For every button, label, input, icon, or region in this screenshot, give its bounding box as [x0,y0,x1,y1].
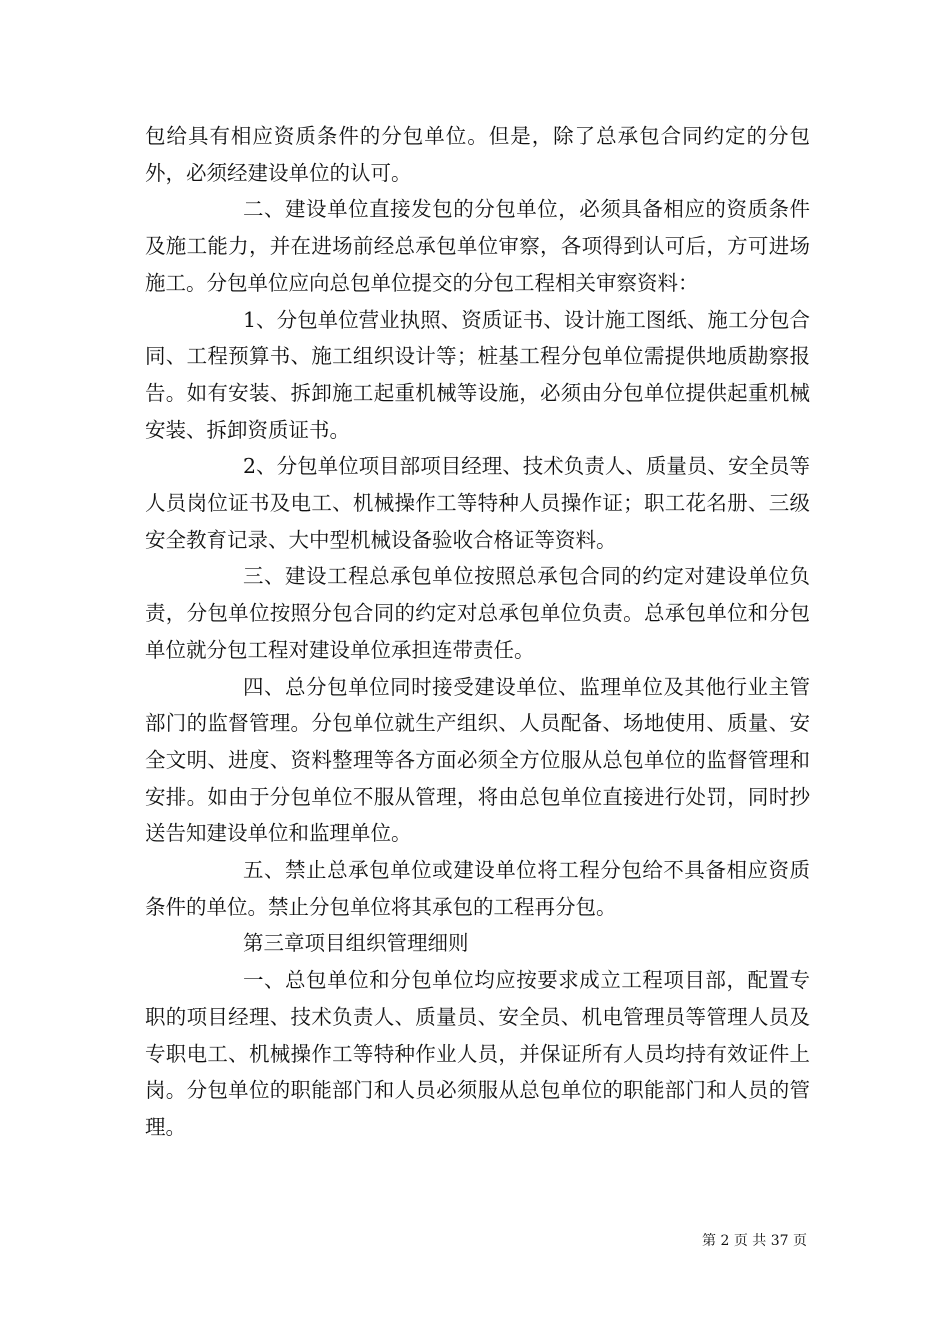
paragraph-section-3: 三、建设工程总承包单位按照总承包合同的约定对建设单位负责，分包单位按照分包合同的约定对总承包单位负责。总承包单位和分包单位就分包工程对建设单位承担连带责任。 [145,564,810,662]
body-text [145,118,810,1146]
paragraph-continuation: 包给具有相应资质条件的分包单位。但是，除了总承包合同约定的分包外，必须经建设单位的认可。 [145,124,810,185]
paragraph-section-2: 二、建设单位直接发包的分包单位，必须具备相应的资质条件及施工能力，并在进场前经总承包单位审察，各项得到认可后，方可进场施工。分包单位应向总包单位提交的分包工程相关审察资料： [145,197,810,295]
paragraph-section-4: 四、总分包单位同时接受建设单位、监理单位及其他行业主管部门的监督管理。分包单位就生产组织、人员配备、场地使用、质量、安全文明、进度、资料整理等各方面必须全方位服从总包单位的监督管理和安排。如由于分包单位不服从管理，将由总包单位直接进行处罚，同时抄送告知建设单位和监理单位。 [145,674,810,846]
paragraph-chapter3-section-1: 一、总包单位和分包单位均应按要求成立工程项目部，配置专职的项目经理、技术负责人、质量员、安全员、机电管理员等管理人员及专职电工、机械操作工等特种作业人员，并保证所有人员均持有效证件上岗。分包单位的职能部门和人员必须服从总包单位的职能部门和人员的管理。 [145,968,810,1139]
paragraph-section-5: 五、禁止总承包单位或建设单位将工程分包给不具备相应资质条件的单位。禁止分包单位将其承包的工程再分包。 [145,858,810,919]
chapter-heading: 第三章项目组织管理细则 [243,931,469,956]
paragraph-item-1: 1、分包单位营业执照、资质证书、设计施工图纸、施工分包合同、工程预算书、施工组织设计等；桩基工程分包单位需提供地质勘察报告。如有安装、拆卸施工起重机械等设施，必须由分包单位提供起重机械安装、拆卸资质证书。 [145,307,810,442]
page-number-footer: 第 2 页 共 37 页 [702,1233,807,1249]
paragraph-item-2: 2、分包单位项目部项目经理、技术负责人、质量员、安全员等人员岗位证书及电工、机械操作工等特种人员操作证；职工花名册、三级安全教育记录、大中型机械设备验收合格证等资料。 [145,454,810,552]
